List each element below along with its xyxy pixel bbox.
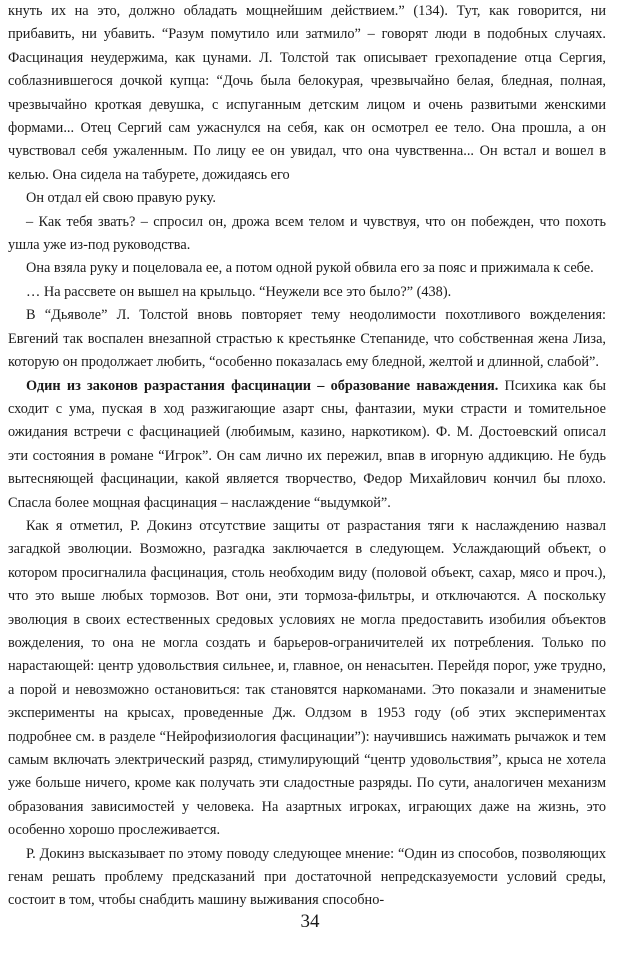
page-number: 34 (300, 911, 320, 932)
paragraph: Р. Докинз высказывает по этому поводу следующее мнение: “Один из способов, позволяющих генам решать проблему предсказаний при достаточной непредсказуемости условий среды, состоит в том, чтобы снабдить машину выживания способно- (8, 845, 606, 909)
paragraph: кнуть их на это, должно обладать мощнейшим действием.” (134). Тут, как говорится, ни прибавить, ни убавить. “Разум помутило или затмило” – говорят люди в подобных случаях. Фасцинация неудержима, как цунами. Л. Толстой так описывает грехопадение отца Сергия, соблазнившегося дочкой купца: “Дочь была белокурая, чрезвычайно белая, бледная, полная, чрезвычайно кроткая девушка, с испуганным детским лицом и очень развитыми женскими формами... Отец Сергий сам ужаснулся на себя, как он осмотрел ее тело. Она прошла, а он чувствовал себя ужаленным. По лицу ее он увидал, что она чувственна... Он встал и вошел в келью. Она сидела на табурете, дожидаясь его (8, 3, 606, 183)
paragraph: В “Дьяволе” Л. Толстой вновь повторяет тему неодолимости похотливого вожделения: Евгений так воспален внезапной страстью к крестьянке Степаниде, что собственная жена Лиза, которую он продолжает любить, “особенно показалась ему бледной, желтой и длинной, слабой”. (8, 307, 606, 371)
section-heading: Один из законов разрастания фасцинации – образование наваждения. (26, 377, 499, 394)
paragraph-text: Психика как бы сходит с ума, пуская в ход разжигающие азарт сны, фантазии, муки страсти и томительное ожидания встречи с фасцинацией (любимым, казино, наркотиком). Ф. М. Достоевский описал эти состояния в романе “Игрок”. Он сам лично их пережил, впав в игорную аддикцию. Не будь вытесняющей фасцинации, какой является творчество, Федор Михайлович кончил бы плохо. Спасла более мощная фасцинация – наслаждение “выдумкой”. (8, 377, 606, 511)
paragraph: – Как тебя звать? – спросил он, дрожа всем телом и чувствуя, что он побежден, что похоть ушла уже из-под руководства. (8, 213, 606, 254)
paragraph (8, 375, 606, 515)
paragraph: … На рассвете он вышел на крыльцо. “Неужели все это было?” (438). (26, 283, 452, 300)
page-body (8, 0, 606, 913)
paragraph: Она взяла руку и поцеловала ее, а потом одной рукой обвила его за пояс и прижимала к себе. (26, 260, 594, 277)
paragraph: Как я отметил, Р. Докинз отсутствие защиты от разрастания тяги к наслаждению назвал загадкой эволюции. Возможно, разгадка заключается в следующем. Услаждающий объект, о котором просигналила фасцинация, столь необходим виду (половой объект, сахар, мясо и проч.), что это выше любых тормозов. Вот они, эти тормоза-фильтры, и отключаются. А поскольку эволюция в своих естественных средовых условиях не могла предоставить изобилия объектов вожделения, то она не могла создать и барьеров-ограничителей их потребления. Только по нарастающей: центр удовольствия сильнее, и, главное, он ненасытен. Перейдя порог, уже трудно, а порой и невозможно остановиться: так становятся наркоманами. Это показали и знаменитые эксперименты на крысах, проведенные Дж. Олдзом в 1953 году (об этих экспериментах подробнее см. в разделе “Нейрофизиология фасцинации”): научившись нажимать рычажок и тем самым включать электрический разряд, стимулирующий “центр удовольствия”, крыса не хотела уже больше ничего, кроме как получать эти сладостные разряды. По сути, аналогичен механизм образования зависимостей у человека. На азартных игроках, играющих даже на жизнь, это особенно хорошо прослеживается. (8, 517, 606, 839)
paragraph: Он отдал ей свою правую руку. (26, 190, 216, 207)
